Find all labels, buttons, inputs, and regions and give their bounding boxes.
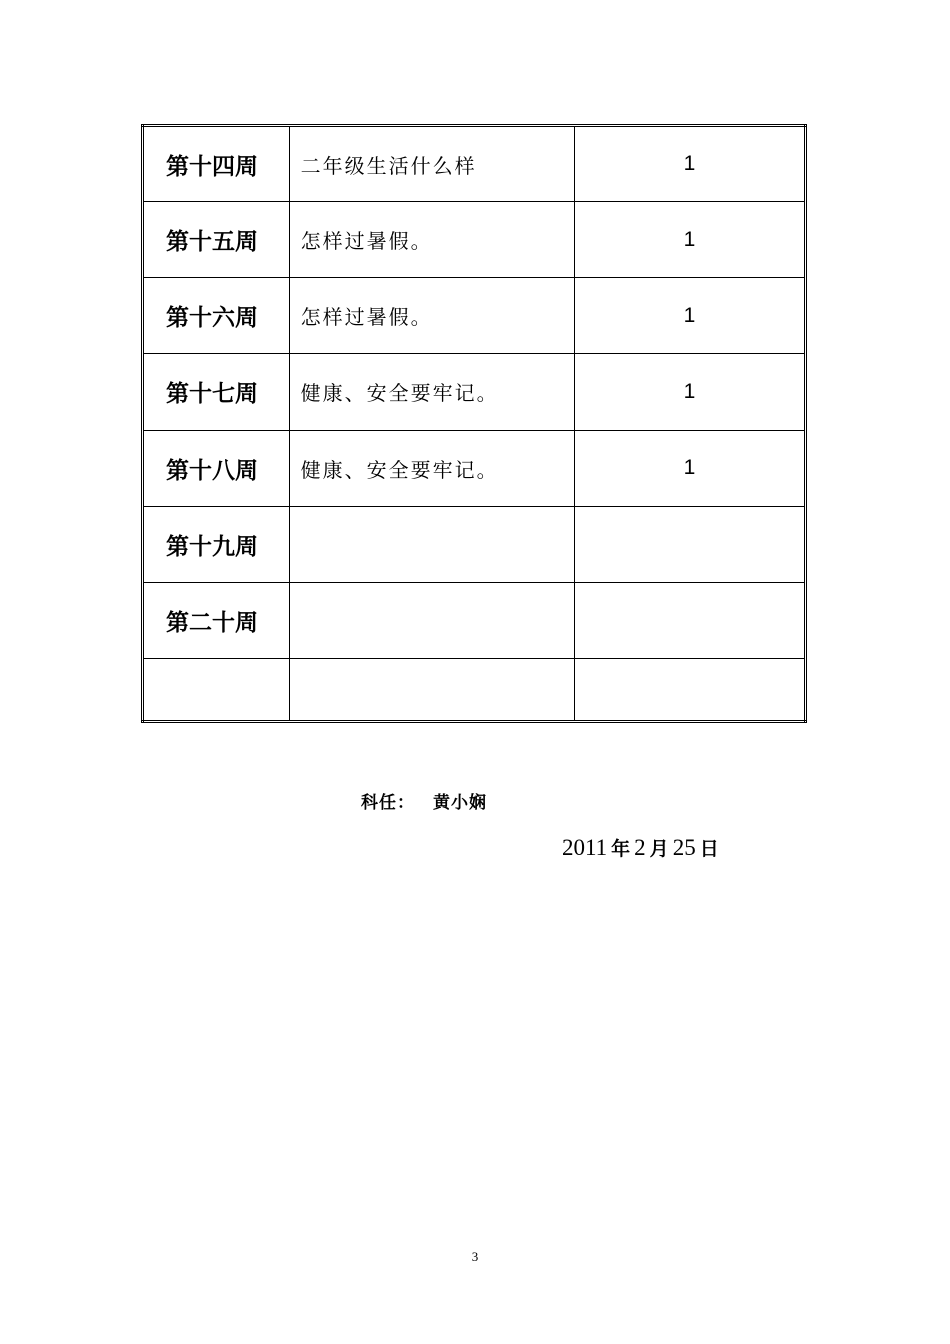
date-day: 25 [672,835,696,860]
date-line [562,834,723,861]
hours-cell [574,582,805,658]
hours-cell [574,658,805,721]
table-row [143,658,806,721]
table-row [143,202,806,278]
signature-label: 科任： [361,793,415,813]
week-cell: 第十八周 [143,430,290,506]
week-cell: 第十九周 [143,506,290,582]
hours-cell [574,506,805,582]
topic-cell [289,582,574,658]
topic-cell: 二年级生活什么样 [289,126,574,202]
date-day-unit: 日 [699,838,719,860]
week-cell [143,658,290,721]
topic-cell: 怎样过暑假。 [289,278,574,354]
topic-cell [289,506,574,582]
week-cell: 第二十周 [143,582,290,658]
table-row [143,354,806,430]
table-row [143,506,806,582]
week-cell: 第十六周 [143,278,290,354]
hours-cell: 1 [574,354,805,430]
date-year: 2011 [562,835,608,860]
hours-cell: 1 [574,278,805,354]
topic-cell: 健康、安全要牢记。 [289,430,574,506]
weekly-plan-table [141,124,807,723]
week-cell: 第十四周 [143,126,290,202]
week-cell: 第十五周 [143,202,290,278]
teacher-name: 黄小娴 [433,793,487,813]
table-row [143,126,806,202]
week-cell: 第十七周 [143,354,290,430]
hours-cell: 1 [574,430,805,506]
hours-cell: 1 [574,202,805,278]
table-row [143,430,806,506]
date-month-unit: 月 [649,838,669,860]
date-month: 2 [634,835,646,860]
teacher-signature [361,788,487,813]
topic-cell: 健康、安全要牢记。 [289,354,574,430]
date-year-unit: 年 [611,838,631,860]
hours-cell: 1 [574,126,805,202]
table-row [143,278,806,354]
topic-cell: 怎样过暑假。 [289,202,574,278]
topic-cell [289,658,574,721]
page-number: 3 [471,1249,479,1264]
table-row [143,582,806,658]
